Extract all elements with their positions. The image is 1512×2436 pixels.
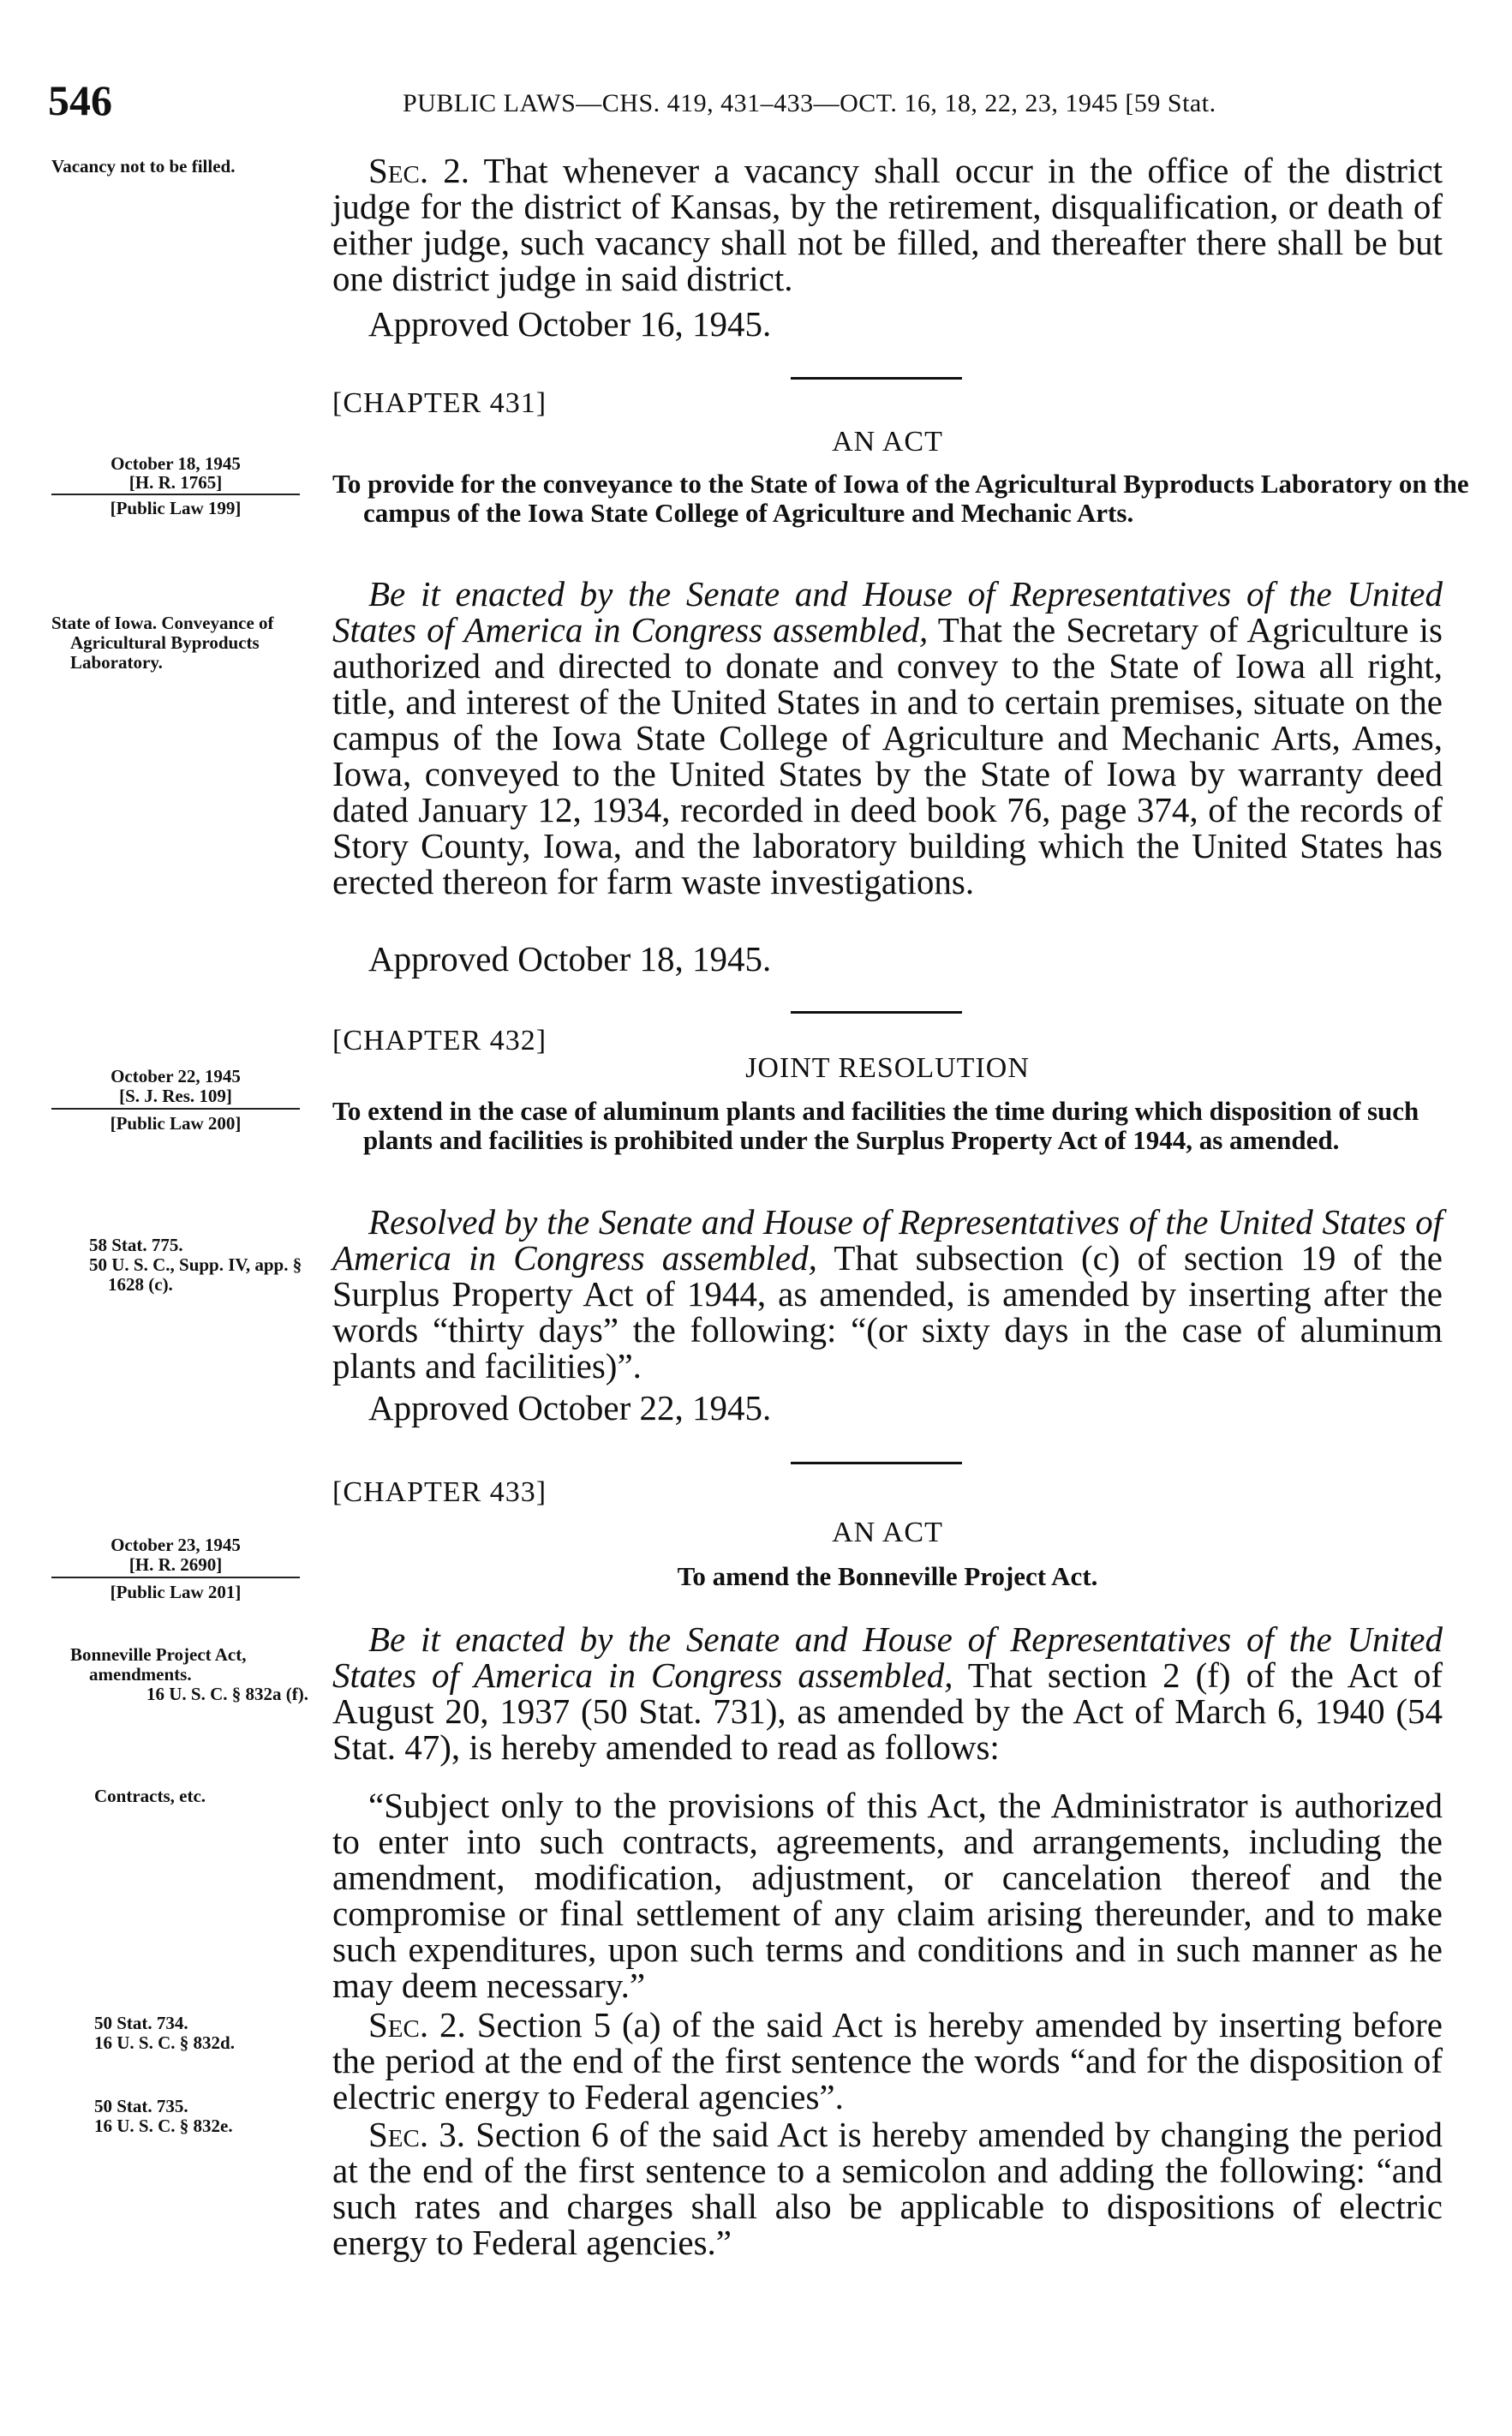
section-label: Sec. 2. xyxy=(368,151,470,190)
approved-oct-18: Approved October 18, 1945. xyxy=(368,939,772,979)
approved-oct-22: Approved October 22, 1945. xyxy=(368,1388,772,1427)
ch433-side-rule xyxy=(51,1577,300,1578)
chapter-433-act-heading: AN ACT xyxy=(832,1517,943,1548)
ch432-side-bill: [S. J. Res. 109] xyxy=(119,1086,232,1106)
ch433-side-law: [Public Law 201] xyxy=(110,1582,242,1602)
chapter-433-label: [CHAPTER 433] xyxy=(332,1476,547,1508)
section-label: Sec. 2. xyxy=(368,2005,466,2044)
ch431-side-law: [Public Law 199] xyxy=(110,498,242,518)
chapter-432-text: That subsection (c) of section 19 of the Surplus Property Act of 1944, as amended, is amended by inserting after the words “thirty days” the following: “(or sixty days in the case of aluminum plants and facilities)”. xyxy=(332,1238,1443,1386)
margin-note-16-usc-832d: 16 U. S. C. § 832d. xyxy=(94,2032,235,2053)
chapter-433-sec-3 xyxy=(332,2116,1443,2260)
resolving-clause: Resolved by the Senate and House of Representatives of the United States of America in Congress assembled, xyxy=(332,1202,1443,1278)
chapter-433-sec-2 xyxy=(332,2007,1443,2115)
ch432-side-rule xyxy=(51,1108,300,1110)
chapter-432-body xyxy=(332,1204,1443,1384)
margin-note-iowa: State of Iowa. Conveyance of Agricultural Byproducts Laboratory. xyxy=(51,613,274,673)
chapter-431-purpose: To provide for the conveyance to the State of Iowa of the Agricultural Byproducts Laboratory on the campus of the Iowa State College of Agriculture and Mechanic Arts. xyxy=(332,469,1469,528)
divider xyxy=(791,1462,962,1464)
chapter-431-label: [CHAPTER 431] xyxy=(332,387,547,419)
margin-note-50-usc: 50 U. S. C., Supp. IV, app. § 1628 (c). xyxy=(89,1254,302,1295)
ch433-side-date: October 23, 1945 xyxy=(111,1535,241,1555)
chapter-433-purpose: To amend the Bonneville Project Act. xyxy=(677,1561,1098,1591)
chapter-433-quote: “Subject only to the provisions of this Act, the Administrator is authorized to enter into such contracts, agreements, and arrangements, including the amendment, modification, adjustment, or cancelation thereof and the compromise or final settlement of any claim arising thereunder, and to make such expenditures, upon such terms and conditions and in such manner as he may deem necessary.” xyxy=(332,1786,1443,2005)
ch432-side-date: October 22, 1945 xyxy=(111,1066,241,1086)
divider xyxy=(791,1011,962,1014)
running-head: PUBLIC LAWS—CHS. 419, 431–433—OCT. 16, 18, 22, 23, 1945 [59 Stat. xyxy=(403,89,1216,117)
section-text: Section 5 (a) of the said Act is hereby amended by inserting before the period at the end of the first sentence the words “and for the disposition of electric energy to Federal agencies”. xyxy=(332,2005,1443,2116)
margin-note-58-stat: 58 Stat. 775. xyxy=(89,1235,183,1255)
chapter-433-text: That section 2 (f) of the Act of August 20, 1937 (50 Stat. 731), as amended by the Act of March 6, 1940 (54 Stat. 47), is hereby amended to read as follows: xyxy=(332,1655,1443,1767)
ch432-side-law: [Public Law 200] xyxy=(110,1113,242,1134)
ch431-side-bill: [H. R. 1765] xyxy=(128,472,223,493)
section-label: Sec. 3. xyxy=(368,2115,465,2154)
chapter-431-body xyxy=(332,576,1443,900)
approved-oct-16: Approved October 16, 1945. xyxy=(368,304,772,344)
margin-note-50-stat-735: 50 Stat. 735. xyxy=(94,2096,188,2116)
margin-note-50-stat-734: 50 Stat. 734. xyxy=(94,2013,188,2033)
section-text: That whenever a vacancy shall occur in the office of the district judge for the district of Kansas, by the retirement, disqualification, or death of either judge, such vacancy shall not be filled, and thereafter there shall be but one district judge in said district. xyxy=(332,151,1443,298)
chapter-431-text: That the Secretary of Agriculture is authorized and directed to donate and convey to the State of Iowa all right, title, and interest of the United States in and to certain premises, situate on the campus of the Iowa State College of Agriculture and Mechanic Arts, Ames, Iowa, conveyed to the United States by the State of Iowa by warranty deed dated January 12, 1934, recorded in deed book 76, page 374, of the records of Story County, Iowa, and the laboratory building which the United States has erected thereon for farm waste investigations. xyxy=(332,610,1443,901)
divider xyxy=(791,377,962,380)
margin-note-16-usc-832e: 16 U. S. C. § 832e. xyxy=(94,2116,233,2136)
chapter-431-act-heading: AN ACT xyxy=(832,426,943,458)
enacting-clause: Be it enacted by the Senate and House of Representatives of the United States of America in Congress assembled, xyxy=(332,1619,1443,1695)
chapter-432-purpose: To extend in the case of aluminum plants and facilities the time during which disposition of such plants and facilities is prohibited under the Surplus Property Act of 1944, as amended. xyxy=(332,1096,1419,1155)
enacting-clause: Be it enacted by the Senate and House of Representatives of the United States of America in Congress assembled, xyxy=(332,574,1443,649)
section-text: Section 6 of the said Act is hereby amended by changing the period at the end of the first sentence to a semicolon and adding the following: “and such rates and charges shall also be applicable to dispositions of electric energy to Federal agencies.” xyxy=(332,2115,1443,2262)
section-2-paragraph xyxy=(332,153,1443,296)
chapter-432-act-heading: JOINT RESOLUTION xyxy=(745,1052,1030,1084)
ch431-side-rule xyxy=(51,494,300,495)
margin-note-vacancy: Vacancy not to be filled. xyxy=(51,156,236,177)
margin-note-16-usc-832a: 16 U. S. C. § 832a (f). xyxy=(146,1684,308,1704)
ch431-side-date: October 18, 1945 xyxy=(111,453,241,474)
margin-note-contracts: Contracts, etc. xyxy=(94,1786,206,1806)
margin-note-bonneville: Bonneville Project Act, amendments. xyxy=(70,1644,247,1685)
chapter-433-body xyxy=(332,1621,1443,1765)
ch433-side-bill: [H. R. 2690] xyxy=(128,1554,223,1575)
page-number: 546 xyxy=(48,76,112,124)
chapter-432-label: [CHAPTER 432] xyxy=(332,1025,547,1056)
